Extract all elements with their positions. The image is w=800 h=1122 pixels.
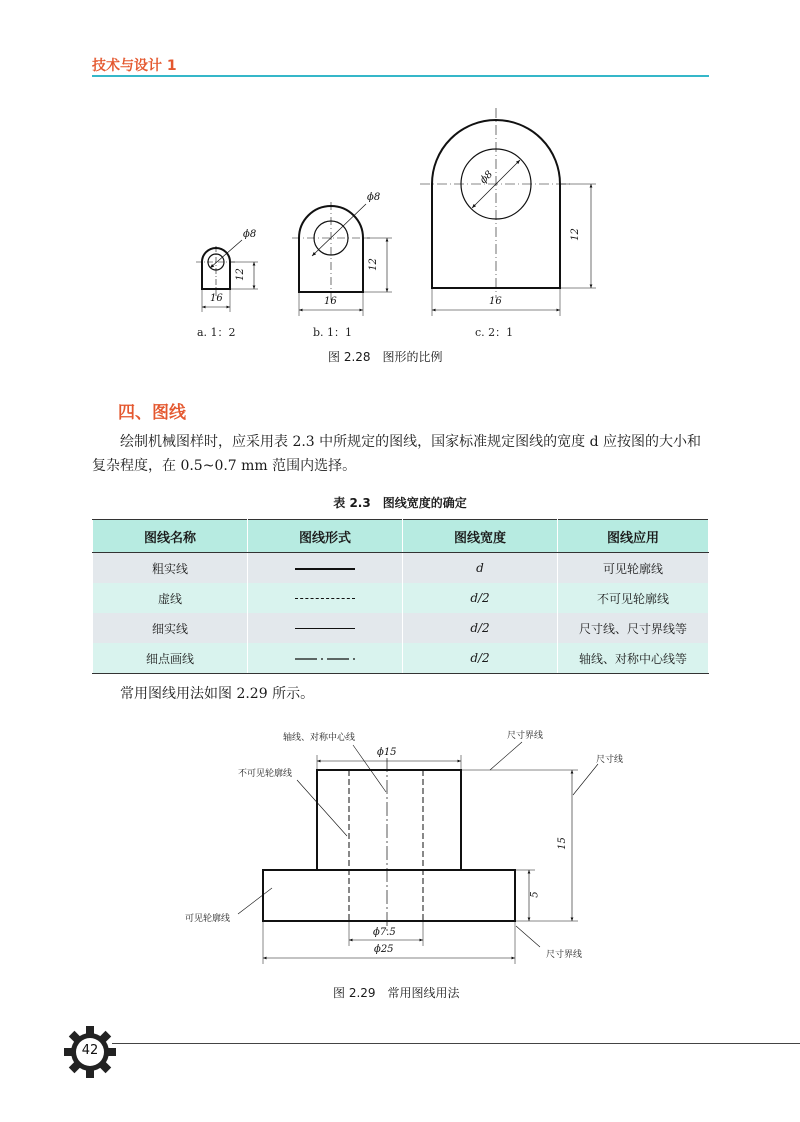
line-width-cell: d (403, 553, 558, 584)
fig228c-diameter: ϕ8 (478, 168, 496, 187)
callout-dim-line: 尺寸线 (596, 755, 624, 765)
figure-2-29-caption: 图 2.29 常用图线用法 (333, 986, 460, 1000)
line-name-cell: 细实线 (93, 613, 248, 643)
fig228b-height: 12 (367, 258, 379, 271)
fig228-label-c: c. 2：1 (475, 326, 514, 339)
dim-phi7-5: ϕ7.5 (373, 927, 396, 938)
callout-visible-outline: 可见轮廓线 (185, 914, 231, 924)
dim-height-5: 5 (529, 891, 541, 898)
fig228a-height: 12 (234, 268, 246, 281)
dim-phi25: ϕ25 (374, 944, 394, 955)
line-width-cell: d/2 (403, 613, 558, 643)
fig228c-width: 16 (489, 296, 502, 307)
fig228-label-a: a. 1：2 (197, 326, 236, 339)
line-width-cell: d/2 (403, 583, 558, 613)
body-paragraph-1: 绘制机械图样时，应采用表 2.3 中所规定的图线，国家标准规定图线的宽度 d 应按图的大小和复杂程度，在 0.5~0.7 mm 范围内选择。 (92, 434, 702, 474)
callout-axis-line: 轴线、对称中心线 (283, 733, 356, 743)
line-width-cell: d/2 (403, 643, 558, 674)
running-header: 技术与设计 1 (92, 58, 177, 74)
page-number: 42 (81, 1043, 99, 1058)
line-usage-cell: 不可见轮廓线 (558, 583, 709, 613)
fig228b-diameter: ϕ8 (367, 192, 381, 203)
fig228a-width: 16 (210, 293, 223, 304)
table-title: 表 2.3 图线宽度的确定 (333, 496, 467, 510)
fig228c-height: 12 (569, 228, 581, 241)
line-name-cell: 细点画线 (93, 643, 248, 674)
table-header-cell: 图线应用 (558, 520, 709, 553)
fig228-label-b: b. 1：1 (313, 326, 353, 339)
section-heading: 四、图线 (118, 403, 186, 423)
table-header-cell: 图线宽度 (403, 520, 558, 553)
line-name-cell: 虚线 (93, 583, 248, 613)
fig228a-diameter: ϕ8 (243, 229, 257, 240)
table-header-cell: 图线形式 (248, 520, 403, 553)
callout-dim-extension-top: 尺寸界线 (507, 731, 544, 741)
line-usage-cell: 可见轮廓线 (558, 553, 709, 584)
dim-phi15: ϕ15 (377, 747, 397, 758)
callout-hidden-outline: 不可见轮廓线 (238, 769, 293, 779)
line-usage-cell: 轴线、对称中心线等 (558, 643, 709, 674)
figure-2-28-caption: 图 2.28 图形的比例 (328, 350, 443, 364)
callout-dim-extension-bottom: 尺寸界线 (546, 950, 583, 960)
line-name-cell: 粗实线 (93, 553, 248, 584)
body-paragraph-2: 常用图线用法如图 2.29 所示。 (120, 686, 315, 702)
line-usage-cell: 尺寸线、尺寸界线等 (558, 613, 709, 643)
table-header-cell: 图线名称 (93, 520, 248, 553)
dim-height-15: 15 (556, 837, 568, 850)
fig228b-width: 16 (324, 296, 337, 307)
